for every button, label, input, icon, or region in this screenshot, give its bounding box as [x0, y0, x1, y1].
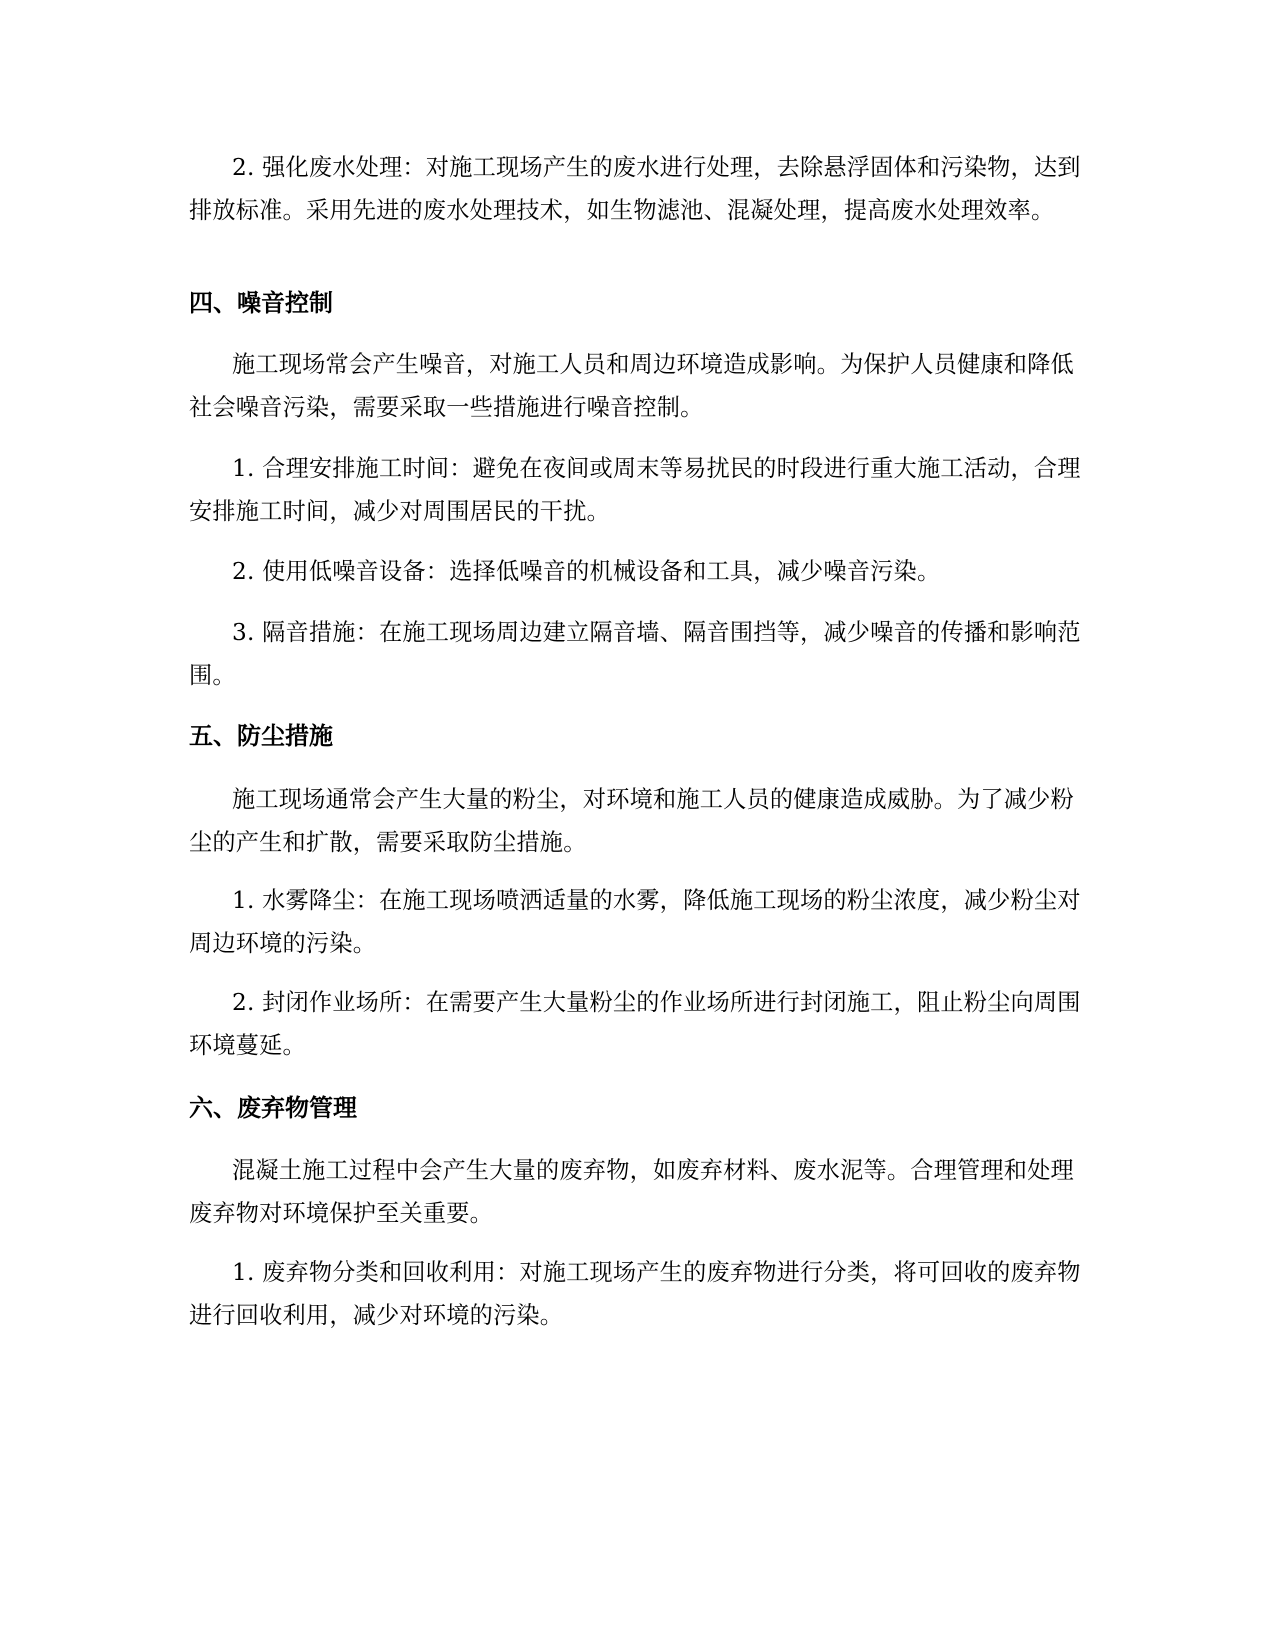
paragraph-dust-intro: 施工现场通常会产生大量的粉尘，对环境和施工人员的健康造成威胁。为了减少粉尘的产生和扩散，需要采取防尘措施。 — [189, 786, 1074, 856]
paragraph-waste-sorting: 1. 废弃物分类和回收利用：对施工现场产生的废弃物进行分类，将可回收的废弃物进行回收利用，减少对环境的污染。 — [189, 1259, 1081, 1329]
section-heading-waste-management: 六、废弃物管理 — [189, 1094, 357, 1122]
paragraph-water-mist: 1. 水雾降尘：在施工现场喷洒适量的水雾，降低施工现场的粉尘浓度，减少粉尘对周边环境的污染。 — [189, 887, 1081, 957]
paragraph-waste-intro: 混凝土施工过程中会产生大量的废弃物，如废弃材料、废水泥等。合理管理和处理废弃物对环境保护至关重要。 — [189, 1157, 1074, 1227]
paragraph-noise-intro: 施工现场常会产生噪音，对施工人员和周边环境造成影响。为保护人员健康和降低社会噪音污染，需要采取一些措施进行噪音控制。 — [189, 351, 1074, 421]
paragraph-enclosed-worksite: 2. 封闭作业场所：在需要产生大量粉尘的作业场所进行封闭施工，阻止粉尘向周围环境蔓延。 — [189, 989, 1081, 1059]
section-heading-dust-prevention: 五、防尘措施 — [189, 722, 333, 750]
paragraph-noise-schedule: 1. 合理安排施工时间：避免在夜间或周末等易扰民的时段进行重大施工活动，合理安排施工时间，减少对周围居民的干扰。 — [189, 455, 1081, 525]
paragraph-sound-insulation: 3. 隔音措施：在施工现场周边建立隔音墙、隔音围挡等，减少噪音的传播和影响范围。 — [189, 619, 1081, 689]
section-heading-noise-control: 四、噪音控制 — [189, 289, 333, 317]
paragraph-wastewater-treatment: 2. 强化废水处理：对施工现场产生的废水进行处理，去除悬浮固体和污染物，达到排放标准。采用先进的废水处理技术，如生物滤池、混凝处理，提高废水处理效率。 — [189, 154, 1081, 224]
paragraph-low-noise-equipment: 2. 使用低噪音设备：选择低噪音的机械设备和工具，减少噪音污染。 — [232, 558, 941, 585]
